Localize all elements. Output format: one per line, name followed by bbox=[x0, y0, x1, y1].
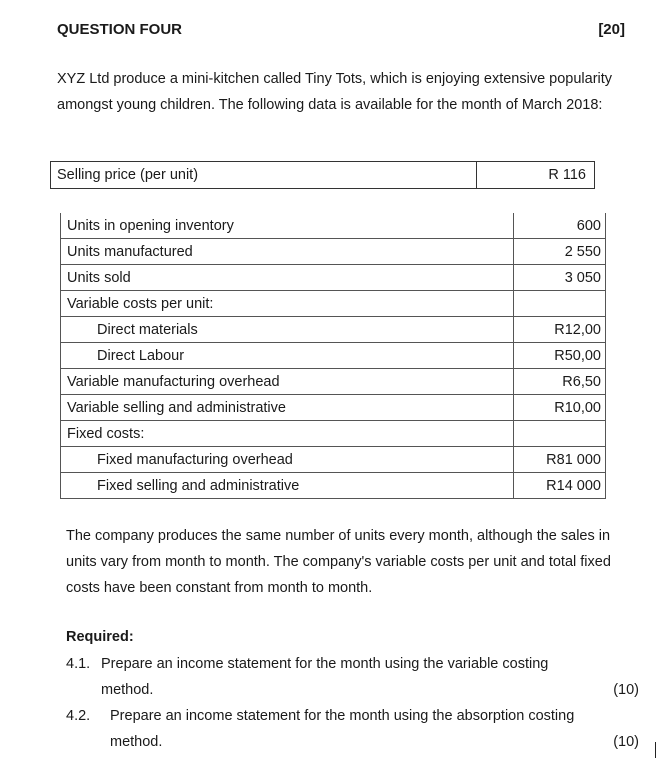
table-row bbox=[61, 447, 606, 473]
row-label: Variable selling and administrative bbox=[61, 395, 514, 421]
selling-price-value: R 116 bbox=[477, 162, 595, 189]
required-item-number: 4.2. bbox=[66, 708, 91, 724]
table-row bbox=[61, 369, 606, 395]
question-marks: [20] bbox=[598, 21, 625, 38]
required-item-line: method. bbox=[101, 682, 154, 698]
selling-price-table bbox=[50, 161, 595, 189]
table-row bbox=[61, 213, 606, 239]
required-item-line: Prepare an income statement for the month using the absorption costing bbox=[110, 708, 575, 724]
required-item-marks: (10) bbox=[613, 682, 639, 698]
note-line: costs have been constant from month to month. bbox=[66, 580, 373, 596]
note-line: The company produces the same number of units every month, although the sales in bbox=[66, 528, 611, 544]
table-row bbox=[61, 421, 606, 447]
question-title: QUESTION FOUR bbox=[57, 21, 183, 38]
intro-line: XYZ Ltd produce a mini-kitchen called Tiny Tots, which is enjoying extensive popularity bbox=[57, 71, 613, 87]
required-item-text bbox=[101, 651, 548, 703]
row-value: R10,00 bbox=[514, 395, 606, 421]
row-value bbox=[514, 291, 606, 317]
cost-data-table bbox=[60, 213, 606, 499]
row-label: Variable costs per unit: bbox=[61, 291, 514, 317]
table-row bbox=[61, 265, 606, 291]
table-row bbox=[61, 239, 606, 265]
row-label: Units sold bbox=[61, 265, 514, 291]
row-label: Fixed manufacturing overhead bbox=[61, 447, 514, 473]
required-item-text bbox=[110, 703, 574, 755]
row-value: R6,50 bbox=[514, 369, 606, 395]
row-label: Direct Labour bbox=[61, 343, 514, 369]
note-line: units vary from month to month. The company's variable costs per unit and total fixed bbox=[66, 554, 611, 570]
row-value: R14 000 bbox=[514, 473, 606, 499]
row-label: Direct materials bbox=[61, 317, 514, 343]
required-item-marks: (10) bbox=[613, 734, 639, 750]
table-row bbox=[51, 162, 595, 189]
intro-line: amongst young children. The following data is available for the month of March 2018: bbox=[57, 97, 603, 113]
intro-paragraph bbox=[57, 66, 612, 118]
note-paragraph bbox=[66, 523, 611, 601]
row-value bbox=[514, 421, 606, 447]
required-item-line: method. bbox=[110, 734, 163, 750]
table-row bbox=[61, 343, 606, 369]
table-row bbox=[61, 291, 606, 317]
row-label: Units in opening inventory bbox=[61, 213, 514, 239]
text-cursor bbox=[655, 742, 656, 758]
table-row bbox=[61, 317, 606, 343]
table-row bbox=[61, 395, 606, 421]
row-value: R50,00 bbox=[514, 343, 606, 369]
row-label: Variable manufacturing overhead bbox=[61, 369, 514, 395]
row-value: 3 050 bbox=[514, 265, 606, 291]
row-label: Fixed costs: bbox=[61, 421, 514, 447]
row-value: 600 bbox=[514, 213, 606, 239]
row-label: Fixed selling and administrative bbox=[61, 473, 514, 499]
required-heading: Required: bbox=[66, 629, 134, 645]
selling-price-label: Selling price (per unit) bbox=[51, 162, 477, 189]
row-value: 2 550 bbox=[514, 239, 606, 265]
row-value: R81 000 bbox=[514, 447, 606, 473]
required-item-line: Prepare an income statement for the month using the variable costing bbox=[101, 656, 549, 672]
required-item-number: 4.1. bbox=[66, 656, 91, 672]
table-row bbox=[61, 473, 606, 499]
row-label: Units manufactured bbox=[61, 239, 514, 265]
row-value: R12,00 bbox=[514, 317, 606, 343]
